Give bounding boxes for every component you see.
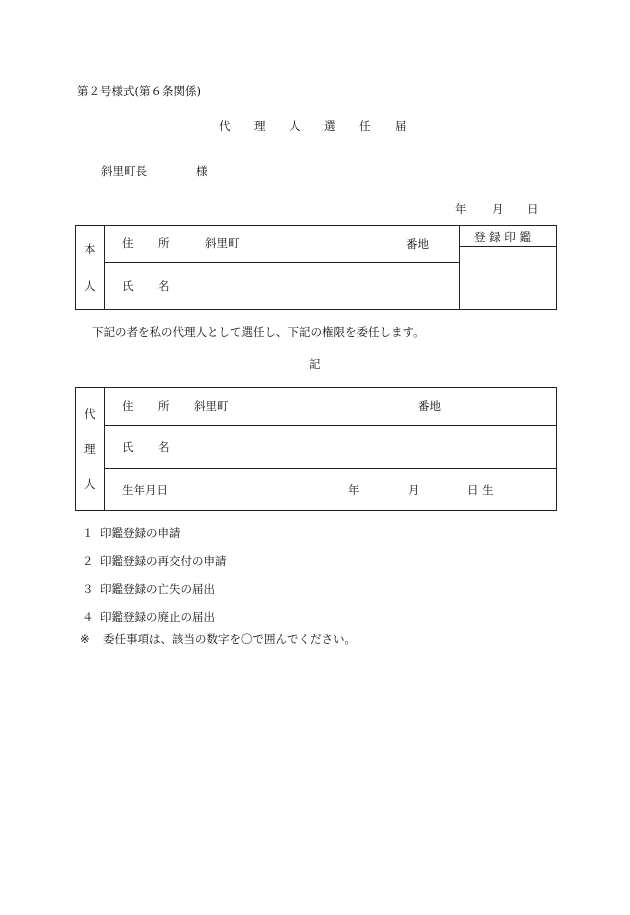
principal-address-label: 所 — [158, 236, 170, 250]
principal-name-label: 氏 — [122, 279, 134, 293]
delegation-number: ２ — [82, 554, 94, 568]
agent-side-label: 代 — [84, 407, 96, 421]
delegation-text: 印鑑登録の亡失の届出 — [100, 582, 215, 596]
principal-row-divider — [104, 262, 459, 263]
title-char: 任 — [359, 119, 371, 133]
principal-col-divider — [104, 225, 105, 310]
date-day: 日 — [527, 202, 539, 216]
principal-side-label: 人 — [84, 279, 96, 293]
title-char: 理 — [254, 119, 266, 133]
agent-address-suffix: 番地 — [418, 399, 441, 413]
note-mark: ※ — [80, 632, 90, 646]
agent-side-label: 人 — [84, 477, 96, 491]
agent-birth-year: 年 — [348, 483, 360, 497]
agent-birth-day: 日 生 — [467, 483, 494, 497]
agent-name-label: 氏 — [122, 440, 134, 454]
principal-address-town: 斜里町 — [205, 236, 240, 250]
addressee-honorific: 様 — [196, 164, 208, 178]
agent-address-label: 住 — [122, 399, 134, 413]
delegation-text: 印鑑登録の再交付の申請 — [100, 554, 227, 568]
principal-name-label: 名 — [158, 279, 170, 293]
agent-side-label: 理 — [84, 442, 96, 456]
title-char: 選 — [324, 119, 336, 133]
principal-side-label: 本 — [84, 242, 96, 256]
agent-name-label: 名 — [158, 440, 170, 454]
agent-address-label: 所 — [158, 399, 170, 413]
delegation-text: 印鑑登録の廃止の届出 — [100, 610, 215, 624]
addressee-name: 斜里町長 — [101, 164, 147, 178]
agent-address-town: 斜里町 — [194, 399, 229, 413]
form-number: 第２号様式(第６条関係) — [77, 84, 201, 98]
agent-col-divider — [104, 387, 105, 511]
date-month: 月 — [492, 202, 504, 216]
title-char: 人 — [289, 119, 301, 133]
agent-row-divider — [104, 425, 557, 426]
delegation-text: 印鑑登録の申請 — [100, 526, 181, 540]
agent-birth-label: 生年月日 — [122, 483, 168, 497]
agent-birth-month: 月 — [408, 483, 420, 497]
seal-box — [460, 247, 556, 309]
ki-heading: 記 — [309, 357, 321, 371]
delegation-number: ３ — [82, 582, 94, 596]
statement-text: 下記の者を私の代理人として選任し、下記の権限を委任します。 — [92, 325, 425, 339]
delegation-number: １ — [82, 526, 94, 540]
title-char: 届 — [395, 119, 407, 133]
principal-address-label: 住 — [122, 236, 134, 250]
agent-row-divider — [104, 468, 557, 469]
note-text: 委任事項は、該当の数字を〇で囲んでください。 — [103, 632, 356, 646]
title-char: 代 — [219, 119, 231, 133]
seal-label: 登 録 印 鑑 — [474, 230, 531, 244]
date-year: 年 — [455, 202, 467, 216]
delegation-number: ４ — [82, 610, 94, 624]
principal-address-suffix: 番地 — [406, 237, 429, 251]
